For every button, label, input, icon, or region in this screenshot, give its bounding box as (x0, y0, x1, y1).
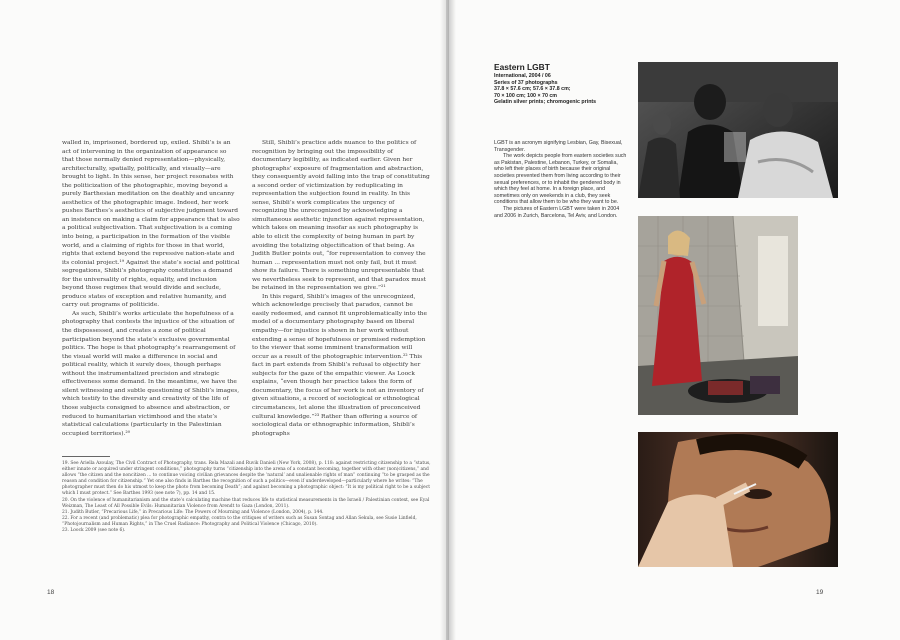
photo-club-crowd (638, 62, 838, 198)
caption-detail: International, 2004 / 06 (494, 73, 551, 79)
footnote-divider (62, 456, 110, 457)
body-column-right (252, 139, 430, 438)
footnote: 22. For a recent (and problematic) plea for photographic empathy, contra to the critiques of writers such as Susan Sontag and Allan Sekula, see Susie Linfield, “Photojournalism and Human Rights,” in The Cruel Radiance: Photography and Political Violence (Chicago, 2010). (62, 515, 417, 527)
caption-paragraph: The work depicts people from eastern societies such as Pakistan, Palestine, Lebanon, Turkey, or Somalia, who left their places of birth because their original societies prevented them from living according to their sexual preferences, or to inhabit the gendered body in which they feel at home. In a foreign place, and sometimes only on weekends in a club, they seek conditions that allow them to be who they want to be. (494, 153, 627, 206)
footnotes (62, 461, 434, 534)
footnote: 21. Judith Butler, “Precarious Life,” in Precarious Life: The Powers of Mourning and Violence (London, 2004), p. 144. (62, 509, 324, 515)
caption-header (494, 62, 624, 106)
caption-title: Eastern LGBT (494, 62, 550, 72)
paragraph: In this regard, Shibli’s images of the unrecognized, which acknowledge precisely that paradox, cannot be easily redeemed, and cannot fit unproblematically into the model of a documentary photography based on liberal empathy—for injustice is shown in her work without extending a sense of hopefulness or promised redemption to the viewer that some imminent transformation will occur as a result of the photographic intervention.²² This fact in part extends from Shibli’s refusal to objectify her subjects for the gaze of the empathic viewer. As Loock explains, “even though her practice takes the form of documentary, the focus of her work is not an inventory of given situations, a record of sociological or ethnological circumstances, let alone the illustration of preconceived cultural knowledge.”²³ Rather than offering a source of sociological data or ethnographic information, Shibli’s photographs (252, 293, 428, 437)
page-number-right: 19 (816, 589, 824, 596)
photo-makeup-closeup (638, 432, 838, 567)
footnote: 19. See Ariella Azoulay, The Civil Contract of Photography, trans. Rela Mazali and Ruvik Danieli (New York, 2008), p. 118: against restricting citizenship to a “status, either innate or acquired under stringent conditions,” photography turns “citizenship into the arena of a constant becoming, together with other (non)citizens,” and allows “the citizen and the noncitizen ... to continue voicing civilian grievances despite the ‘natural’ and unalienable rights of man” continuing “to be grasped as the reason and condition for citizenship.” Yet one also finds in Barthes the recognition of such a politics—even if underdeveloped—particularly where he writes: “The photographer must then do his utmost to keep the photo from becoming Death”; and against becoming a photographic object: “It is my political right to be a subject which I must protect.” See Barthes 1993 (see note 7), pp. 14 and 15. (62, 461, 431, 497)
paragraph: As such, Shibli’s works articulate the hopefulness of a photography that contests the injustice of the situation of the dispossessed, and creates a zone of political participation beyond the state’s exclusive governmental politics. The hope is that photography’s rearrangement of the visual world will make a difference in social and political reality, which it surely does, though perhaps without the instrumentalized precision and strategic effectiveness some demand. In the meantime, we have the silent witnessing and subtle questioning of Shibli’s images, which testify to the diversity and creativity of the life of those subjects consigned to absence and abstraction, or reduced to humanitarian victimhood and the state’s statistical calculations (particularly in the Palestinian occupied territories).²⁰ (62, 310, 240, 437)
book-spine-shadow (440, 0, 456, 640)
caption-paragraph: The pictures of Eastern LGBT were taken in 2004 and 2006 in Zurich, Barcelona, Tel Aviv, and London. (494, 205, 620, 219)
footnote: 23. Loock 2009 (see note 6). (62, 528, 126, 534)
paragraph: Still, Shibli’s practice adds nuance to the politics of recognition by bringing out the impossibility of documentary legibility, as indicated earlier. Given her photographs’ exposure of fragmentation and abstraction, they consequently avoid falling into the trap of constituting a second order of victimization by reduplicating in representation the subjection found in reality. In this sense, Shibli’s work complicates the urgency of recognizing the unrecognized by acknowledging a simultaneous aesthetic injunction against representation, which takes on meaning insofar as such photography is able to elicit the complexity of being human in part by avoiding the totalizing objectification of that being. As Judith Butler points out, “for representation to convey the human ... representation must not only fail, but it must show its failure. There is something unrepresentable that we nevertheless seek to represent, and that paradox must be retained in the representation we give.”²¹ (252, 140, 430, 292)
caption-detail: Gelatin silver prints; chromogenic prints (494, 99, 597, 106)
left-page (0, 0, 446, 640)
caption-detail: 70 × 100 cm; 100 × 70 cm (494, 92, 558, 99)
footnote: 20. On the violence of humanitarianism and the state’s calculating machine that reduces life to statistical measurements in the Israeli / Palestinian context, see Eyal Weizman, The Least of All Possible Evils: Humanitarian Violence from Arendt to Gaza (London, 2011). (62, 497, 430, 509)
caption-detail: Series of 37 photographs (494, 79, 558, 86)
body-column-left (62, 139, 240, 438)
caption-paragraph: LGBT is an acronym signifying Lesbian, Gay, Bisexual, Transgender. (494, 140, 623, 153)
caption-detail: 37.8 × 57.6 cm; 57.6 × 37.8 cm; (494, 86, 571, 93)
caption-description (494, 140, 628, 219)
paragraph: walled in, imprisoned, bordered up, exiled. Shibli’s is an act of intervening in the organization of appearance so that those normally denied representation—physically, architecturally, spatially, politically, and visually—are brought to light. In this sense, her project resonates with the politicization of the photographic, moving beyond a purely Barthesian meditation on the deathly and uncanny aesthetics of the photographic image. Indeed, her work pushes Barthes’s aesthetics of subjective judgment toward an insistence on making a claim for appearance that is also a political subjectivation. That subjectivation is a coming into being, a participation in the formation of the visible world, and a claiming of rights for those in that world, rights that extend beyond the repressive nation-state and its colonial project.¹⁹ Against the state’s social and political segregations, Shibli’s photography constitutes a demand for the universality of rights, equality, and inclusion beyond those regimes that would divide and seclude, produce states of exception and relative humanity, and carry out programs of politicide. (62, 140, 240, 309)
page-number-left: 18 (47, 589, 55, 596)
photo-red-dress (638, 216, 798, 415)
